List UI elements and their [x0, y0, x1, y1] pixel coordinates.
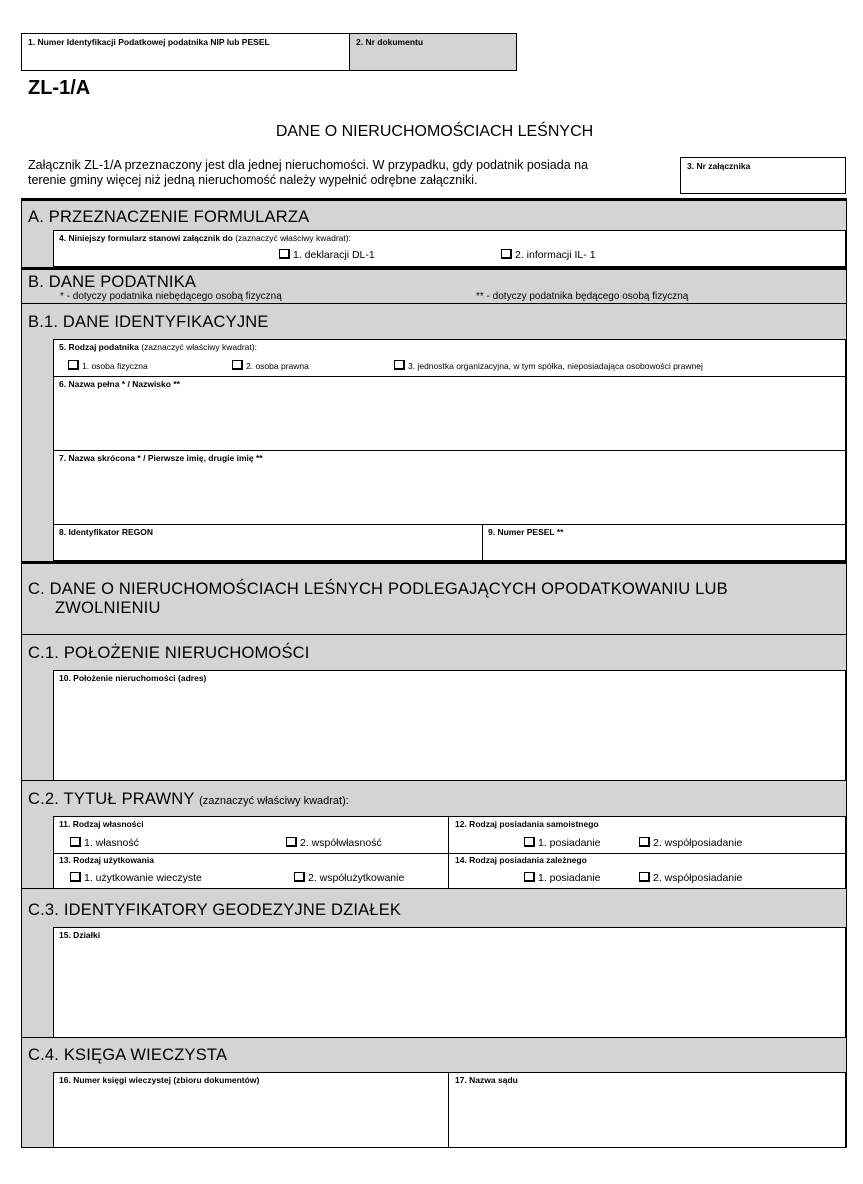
field5-hint: (zaznaczyć właściwy kwadrat): — [141, 342, 257, 352]
option-co-possession-dependent[interactable] — [639, 872, 742, 884]
checkbox-icon[interactable] — [524, 837, 535, 847]
option-legal-person[interactable] — [232, 360, 309, 372]
section-c2-rule — [21, 780, 847, 781]
field17-label: 17. Nazwa sądu — [455, 1075, 518, 1085]
field4-label-text: 4. Niniejszy formularz stanowi załącznik do — [59, 233, 233, 243]
section-c-top-rule — [21, 561, 847, 564]
option-organizational-unit-label: 3. jednostka organizacyjna, w tym spółka, nieposiadająca osobowości prawnej — [408, 361, 703, 371]
section-c2-title-text: C.2. TYTUŁ PRAWNY — [28, 790, 195, 808]
option-co-possession-independent[interactable] — [639, 837, 742, 849]
checkbox-icon[interactable] — [279, 249, 290, 259]
checkbox-icon[interactable] — [639, 872, 650, 882]
page-title: DANE O NIERUCHOMOŚCIACH LEŚNYCH — [275, 123, 594, 140]
dependent-possession-box — [448, 853, 846, 889]
section-a-title: A. PRZEZNACZENIE FORMULARZA — [28, 208, 310, 226]
section-c3-title: C.3. IDENTYFIKATORY GEODEZYJNE DZIAŁEK — [28, 901, 402, 919]
field6-label: 6. Nazwa pełna * / Nazwisko ** — [59, 379, 180, 389]
option-natural-person-label: 1. osoba fizyczna — [82, 361, 148, 371]
usage-type-box — [53, 853, 449, 889]
field4-box — [53, 230, 846, 267]
checkbox-icon[interactable] — [394, 360, 405, 370]
pesel-field[interactable] — [482, 524, 846, 561]
option-possession-independent-label: 1. posiadanie — [538, 837, 601, 849]
option-co-usufruct[interactable] — [294, 872, 404, 884]
option-co-ownership[interactable] — [286, 837, 382, 849]
checkbox-icon[interactable] — [639, 837, 650, 847]
short-name-field[interactable] — [53, 450, 846, 525]
checkbox-icon[interactable] — [286, 837, 297, 847]
field11-label: 11. Rodzaj własności — [59, 819, 144, 829]
option-ownership[interactable] — [70, 837, 139, 849]
option-declaration-dl1[interactable] — [279, 249, 375, 261]
section-b1-rule — [21, 303, 847, 304]
nip-pesel-field[interactable] — [21, 33, 350, 71]
option-possession-dependent[interactable] — [524, 872, 600, 884]
section-a-top-rule — [21, 198, 847, 201]
checkbox-icon[interactable] — [524, 872, 535, 882]
checkbox-icon[interactable] — [70, 837, 81, 847]
section-c-title — [28, 580, 728, 618]
option-dl1-label: 1. deklaracji DL-1 — [293, 249, 375, 261]
checkbox-icon[interactable] — [501, 249, 512, 259]
option-il1-label: 2. informacji IL- 1 — [515, 249, 596, 261]
option-perpetual-usufruct[interactable] — [70, 872, 202, 884]
option-organizational-unit[interactable] — [394, 360, 703, 372]
attachment-number-field[interactable] — [680, 157, 846, 194]
field3-label: 3. Nr załącznika — [687, 161, 751, 171]
full-name-field[interactable] — [53, 376, 846, 451]
option-possession-dependent-label: 1. posiadanie — [538, 872, 601, 884]
section-b1-title: B.1. DANE IDENTYFIKACYJNE — [28, 313, 269, 331]
field13-label: 13. Rodzaj użytkowania — [59, 855, 154, 865]
section-b-title: B. DANE PODATNIKA — [28, 273, 197, 291]
plots-field[interactable] — [53, 927, 846, 1038]
option-ownership-label: 1. własność — [84, 837, 139, 849]
section-c-title-line-2: ZWOLNIENIU — [55, 599, 161, 617]
section-c3-rule — [21, 888, 847, 889]
field8-label: 8. Identyfikator REGON — [59, 527, 153, 537]
independent-possession-box — [448, 816, 846, 854]
section-b-top-rule — [21, 267, 847, 270]
ownership-type-box — [53, 816, 449, 854]
intro-text — [28, 158, 588, 188]
section-c1-rule — [21, 634, 847, 635]
section-c4-title: C.4. KSIĘGA WIECZYSTA — [28, 1046, 228, 1064]
field9-label: 9. Numer PESEL ** — [488, 527, 564, 537]
land-register-number-field[interactable] — [53, 1072, 449, 1148]
field5-box — [53, 339, 846, 377]
document-number-field — [349, 33, 517, 71]
note-non-natural-person: * - dotyczy podatnika niebędącego osobą fizyczną — [60, 291, 282, 302]
field7-label: 7. Nazwa skrócona * / Pierwsze imię, drugie imię ** — [59, 453, 263, 463]
section-c2-title — [28, 789, 349, 809]
checkbox-icon[interactable] — [294, 872, 305, 882]
field4-label — [59, 233, 351, 243]
regon-field[interactable] — [53, 524, 483, 561]
option-perpetual-usufruct-label: 1. użytkowanie wieczyste — [84, 872, 202, 884]
property-location-field[interactable] — [53, 670, 846, 781]
option-co-possession-dependent-label: 2. współposiadanie — [653, 872, 743, 884]
section-c2-hint: (zaznaczyć właściwy kwadrat): — [199, 795, 349, 807]
option-natural-person[interactable] — [68, 360, 148, 372]
form-code: ZL-1/A — [28, 77, 91, 99]
option-possession-independent[interactable] — [524, 837, 600, 849]
field2-label: 2. Nr dokumentu — [356, 37, 424, 47]
field5-label — [59, 342, 257, 352]
field15-label: 15. Działki — [59, 930, 101, 940]
field1-label: 1. Numer Identyfikacji Podatkowej podatnika NIP lub PESEL — [28, 37, 270, 47]
option-co-usufruct-label: 2. współużytkowanie — [308, 872, 405, 884]
section-c1-title: C.1. POŁOŻENIE NIERUCHOMOŚCI — [28, 644, 310, 662]
checkbox-icon[interactable] — [70, 872, 81, 882]
option-co-possession-independent-label: 2. współposiadanie — [653, 837, 743, 849]
intro-line-2: terenie gminy więcej niż jedną nieruchomość należy wypełnić odrębne załączniki. — [28, 173, 478, 187]
field14-label: 14. Rodzaj posiadania zależnego — [455, 855, 587, 865]
field16-label: 16. Numer księgi wieczystej (zbioru dokumentów) — [59, 1075, 260, 1085]
field10-label: 10. Położenie nieruchomości (adres) — [59, 673, 207, 683]
checkbox-icon[interactable] — [68, 360, 79, 370]
field5-label-text: 5. Rodzaj podatnika — [59, 342, 139, 352]
section-c4-rule — [21, 1037, 847, 1038]
option-information-il1[interactable] — [501, 249, 596, 261]
checkbox-icon[interactable] — [232, 360, 243, 370]
intro-line-1: Załącznik ZL-1/A przeznaczony jest dla jednej nieruchomości. W przypadku, gdy podatnik posiada na — [28, 158, 589, 172]
note-natural-person: ** - dotyczy podatnika będącego osobą fizyczną — [476, 291, 689, 302]
option-co-ownership-label: 2. współwłasność — [300, 837, 382, 849]
court-name-field[interactable] — [448, 1072, 846, 1148]
section-c-title-line-1: C. DANE O NIERUCHOMOŚCIACH LEŚNYCH PODLEGAJĄCYCH OPODATKOWANIU LUB — [28, 580, 728, 598]
field12-label: 12. Rodzaj posiadania samoistnego — [455, 819, 599, 829]
option-legal-person-label: 2. osoba prawna — [246, 361, 309, 371]
field4-hint: (zaznaczyć właściwy kwadrat): — [235, 233, 351, 243]
